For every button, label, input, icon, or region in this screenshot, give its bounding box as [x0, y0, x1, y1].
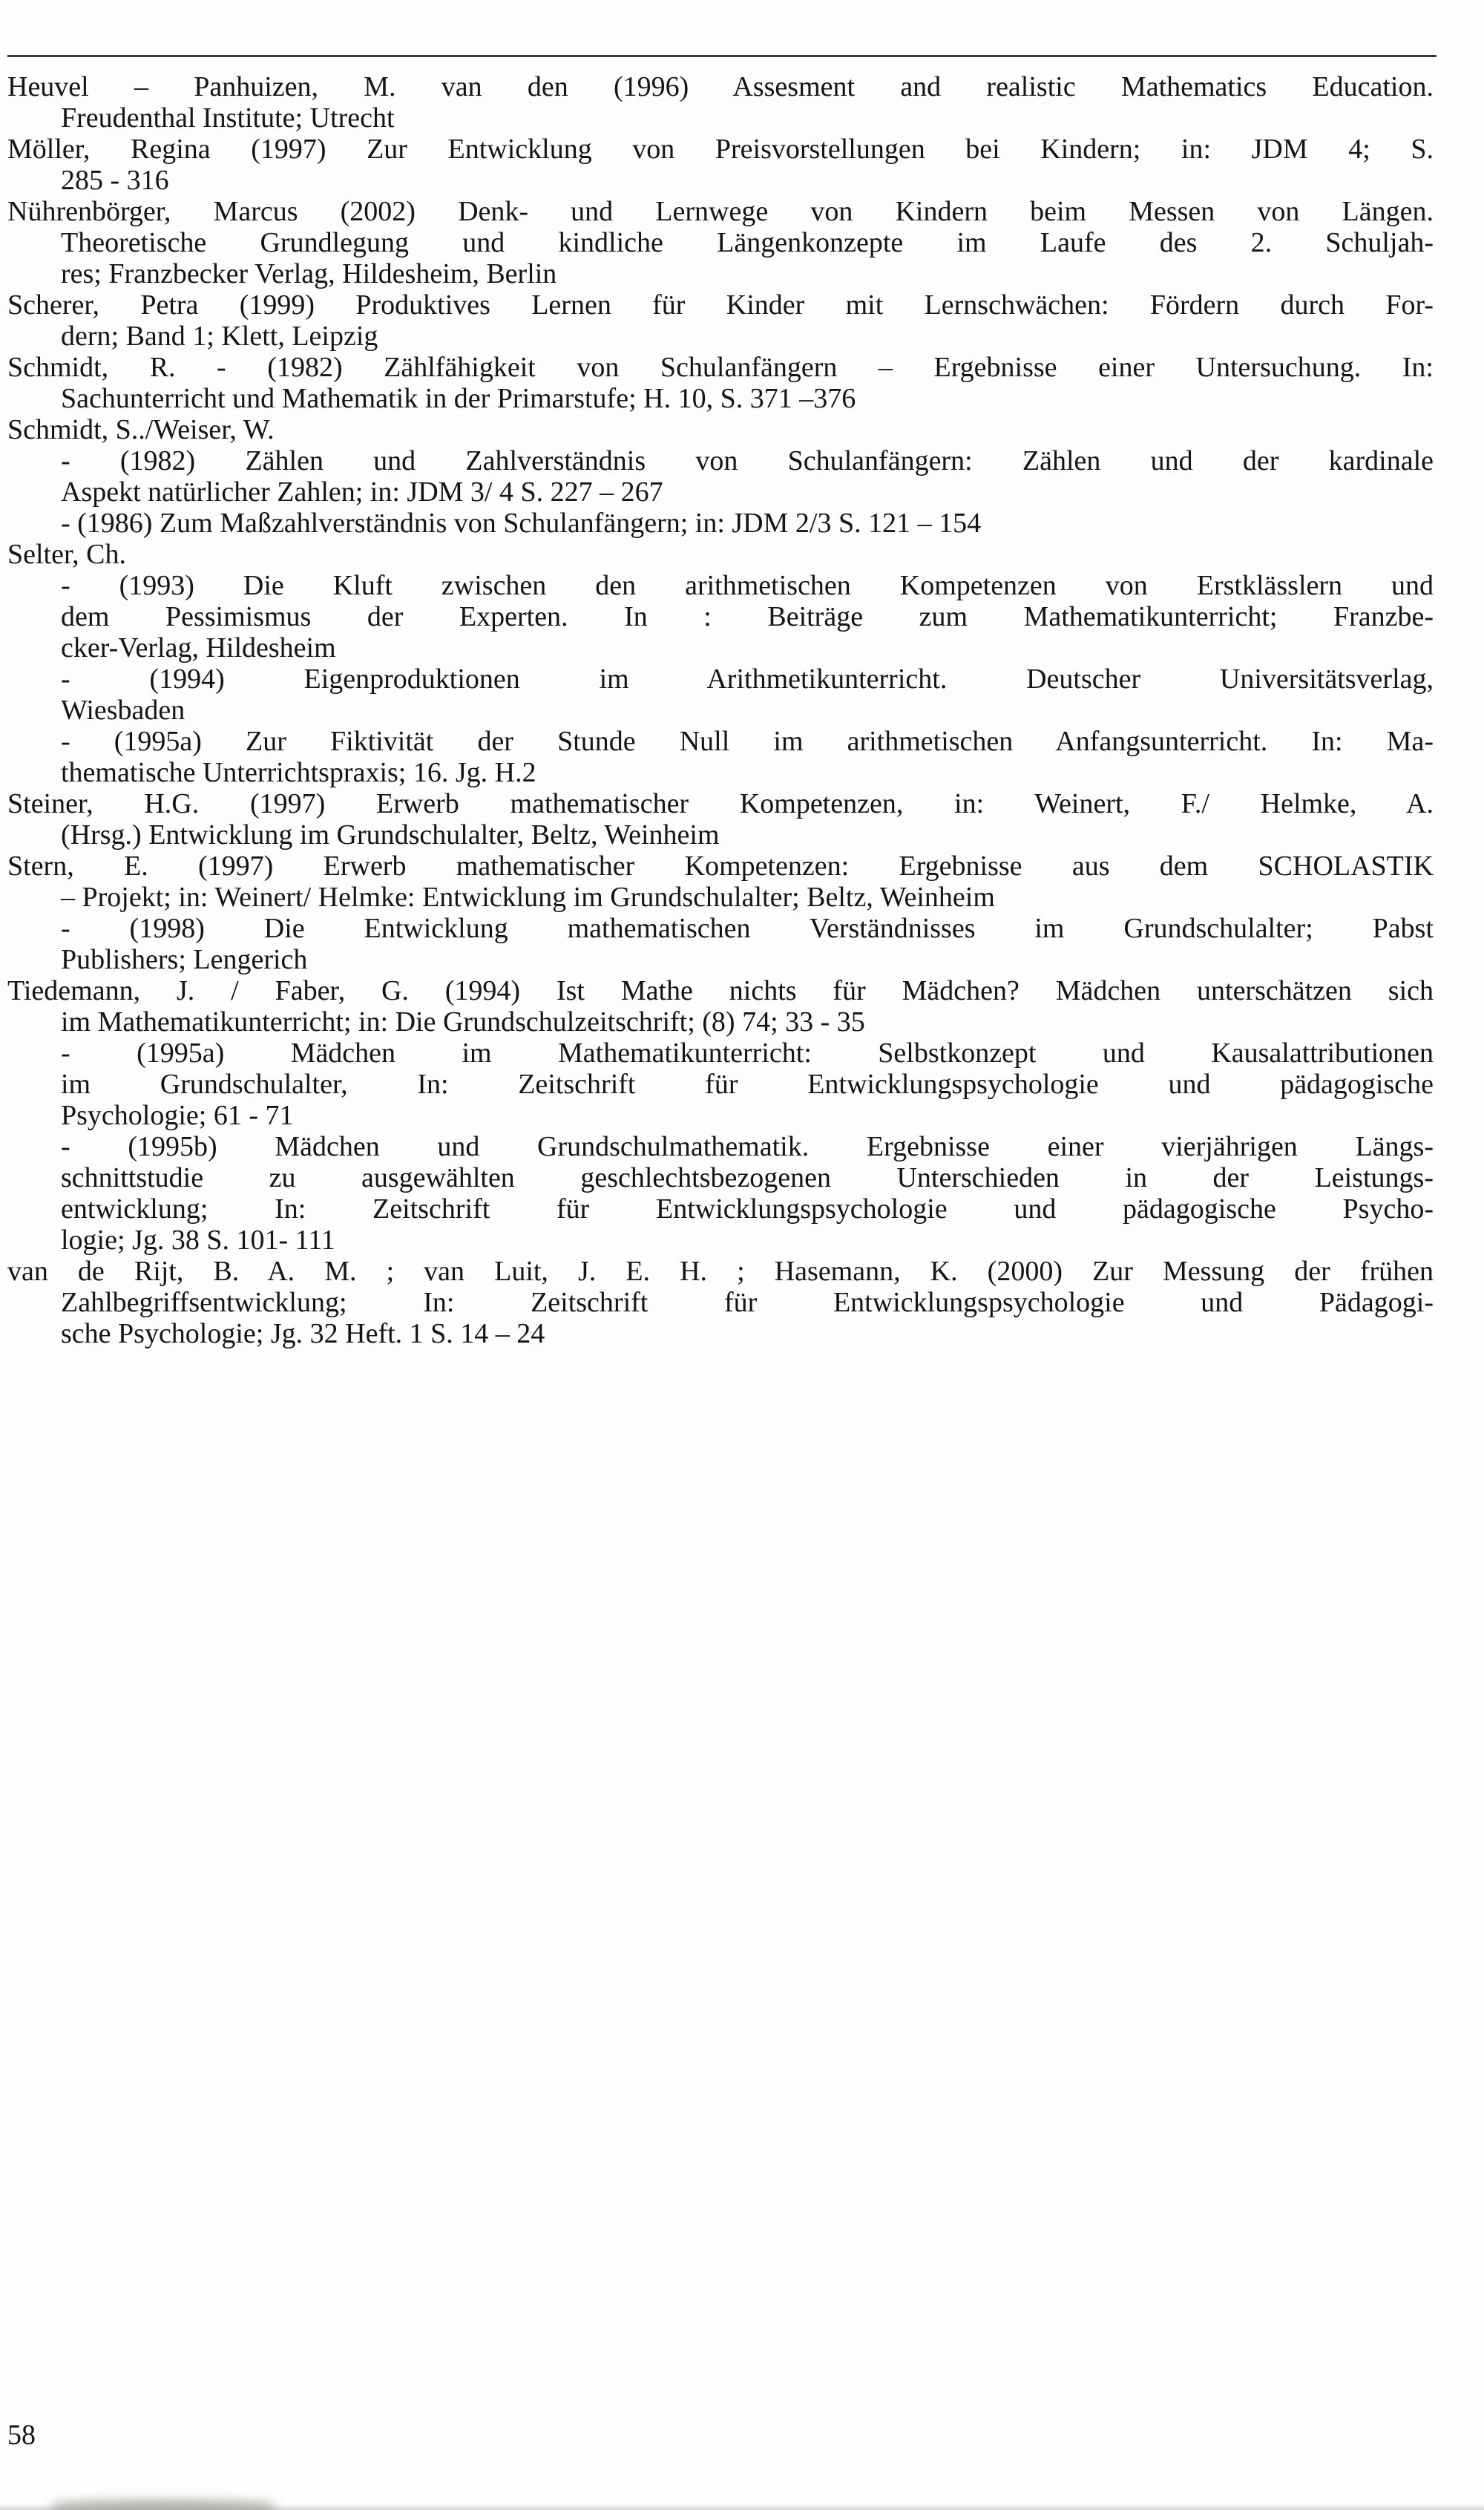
- reference-entry: [7, 851, 1434, 913]
- page-number: 58: [7, 2419, 36, 2451]
- reference-entry: [7, 726, 1434, 788]
- reference-line: res; Franzbecker Verlag, Hildesheim, Berlin: [61, 258, 557, 289]
- reference-entry: [7, 508, 1434, 539]
- reference-line: – Projekt; in: Weinert/ Helmke: Entwicklung im Grundschulalter; Beltz, Weinheim: [61, 882, 995, 913]
- reference-entry: [7, 414, 1434, 445]
- reference-line: thematische Unterrichtspraxis; 16. Jg. H.2: [61, 757, 536, 788]
- reference-line: Möller, Regina (1997) Zur Entwicklung von Preisvorstellungen bei Kindern; in: JDM 4; S.: [7, 134, 1434, 165]
- reference-entry: [7, 570, 1434, 663]
- reference-line: cker-Verlag, Hildesheim: [61, 632, 336, 663]
- reference-entry: [7, 196, 1434, 289]
- reference-line: Stern, E. (1997) Erwerb mathematischer Kompetenzen: Ergebnisse aus dem SCHOLASTIK: [7, 851, 1434, 882]
- reference-entry: [7, 134, 1434, 196]
- reference-entry: [7, 788, 1434, 851]
- reference-entry: [7, 913, 1434, 975]
- reference-entry: [7, 352, 1434, 414]
- reference-line: Steiner, H.G. (1997) Erwerb mathematischer Kompetenzen, in: Weinert, F./ Helmke, A.: [7, 788, 1434, 819]
- scan-bottom-edge-shadow: [0, 2504, 1484, 2510]
- reference-line: Selter, Ch.: [7, 539, 126, 570]
- reference-line: Scherer, Petra (1999) Produktives Lernen für Kinder mit Lernschwächen: Fördern durch For-: [7, 289, 1434, 321]
- reference-line: dem Pessimismus der Experten. In : Beiträge zum Mathematikunterricht; Franzbe-: [61, 601, 1434, 632]
- reference-line: Tiedemann, J. / Faber, G. (1994) Ist Mathe nichts für Mädchen? Mädchen unterschätzen sich: [7, 975, 1434, 1006]
- reference-entry: [7, 663, 1434, 726]
- reference-line: Aspekt natürlicher Zahlen; in: JDM 3/ 4 S. 227 – 267: [61, 476, 663, 508]
- reference-line: Zahlbegriffsentwicklung; In: Zeitschrift für Entwicklungspsychologie und Pädagogi-: [61, 1287, 1434, 1318]
- reference-entry: [7, 289, 1434, 352]
- reference-line: logie; Jg. 38 S. 101- 111: [61, 1225, 335, 1256]
- reference-line: - (1995a) Mädchen im Mathematikunterricht: Selbstkonzept und Kausalattributionen: [61, 1038, 1434, 1069]
- reference-entry: [7, 975, 1434, 1038]
- reference-entry: [7, 445, 1434, 508]
- reference-entry: [7, 1038, 1434, 1131]
- reference-line: - (1994) Eigenproduktionen im Arithmetikunterricht. Deutscher Universitätsverlag,: [61, 663, 1434, 695]
- reference-entry: [7, 71, 1434, 134]
- reference-line: Wiesbaden: [61, 695, 186, 726]
- reference-line: Publishers; Lengerich: [61, 944, 308, 975]
- reference-line: sche Psychologie; Jg. 32 Heft. 1 S. 14 – 24: [61, 1318, 545, 1349]
- reference-line: Heuvel – Panhuizen, M. van den (1996) Assesment and realistic Mathematics Education.: [7, 71, 1434, 102]
- reference-line: Psychologie; 61 - 71: [61, 1100, 294, 1131]
- reference-line: Schmidt, R. - (1982) Zählfähigkeit von Schulanfängern – Ergebnisse einer Untersuchung. In:: [7, 352, 1434, 383]
- reference-line: - (1995b) Mädchen und Grundschulmathematik. Ergebnisse einer vierjährigen Längs-: [61, 1131, 1434, 1162]
- reference-line: (Hrsg.) Entwicklung im Grundschulalter, Beltz, Weinheim: [61, 819, 720, 851]
- reference-entry: [7, 539, 1434, 570]
- reference-line: Schmidt, S../Weiser, W.: [7, 414, 275, 445]
- top-rule: [7, 55, 1437, 57]
- reference-entry: [7, 1131, 1434, 1256]
- reference-line: Nührenbörger, Marcus (2002) Denk- und Lernwege von Kindern beim Messen von Längen.: [7, 196, 1434, 227]
- bibliography: [7, 71, 1434, 1349]
- reference-line: - (1998) Die Entwicklung mathematischen Verständnisses im Grundschulalter; Pabst: [61, 913, 1434, 944]
- reference-line: - (1995a) Zur Fiktivität der Stunde Null im arithmetischen Anfangsunterricht. In: Ma-: [61, 726, 1434, 757]
- reference-line: van de Rijt, B. A. M. ; van Luit, J. E. H. ; Hasemann, K. (2000) Zur Messung der frühen: [7, 1256, 1434, 1287]
- reference-line: im Mathematikunterricht; in: Die Grundschulzeitschrift; (8) 74; 33 - 35: [61, 1006, 865, 1038]
- reference-line: - (1993) Die Kluft zwischen den arithmetischen Kompetenzen von Erstklässlern und: [61, 570, 1434, 601]
- reference-line: schnittstudie zu ausgewählten geschlechtsbezogenen Unterschieden in der Leistungs-: [61, 1162, 1434, 1193]
- reference-line: Freudenthal Institute; Utrecht: [61, 102, 395, 134]
- reference-line: - (1986) Zum Maßzahlverständnis von Schulanfängern; in: JDM 2/3 S. 121 – 154: [61, 508, 982, 539]
- reference-line: Theoretische Grundlegung und kindliche Längenkonzepte im Laufe des 2. Schuljah-: [61, 227, 1434, 258]
- reference-line: - (1982) Zählen und Zahlverständnis von Schulanfängern: Zählen und der kardinale: [61, 445, 1434, 476]
- reference-line: 285 - 316: [61, 165, 169, 196]
- reference-entry: [7, 1256, 1434, 1349]
- reference-line: Sachunterricht und Mathematik in der Primarstufe; H. 10, S. 371 –376: [61, 383, 856, 414]
- reference-line: dern; Band 1; Klett, Leipzig: [61, 321, 378, 352]
- reference-line: im Grundschulalter, In: Zeitschrift für Entwicklungspsychologie und pädagogische: [61, 1069, 1434, 1100]
- reference-line: entwicklung; In: Zeitschrift für Entwicklungspsychologie und pädagogische Psycho-: [61, 1193, 1434, 1225]
